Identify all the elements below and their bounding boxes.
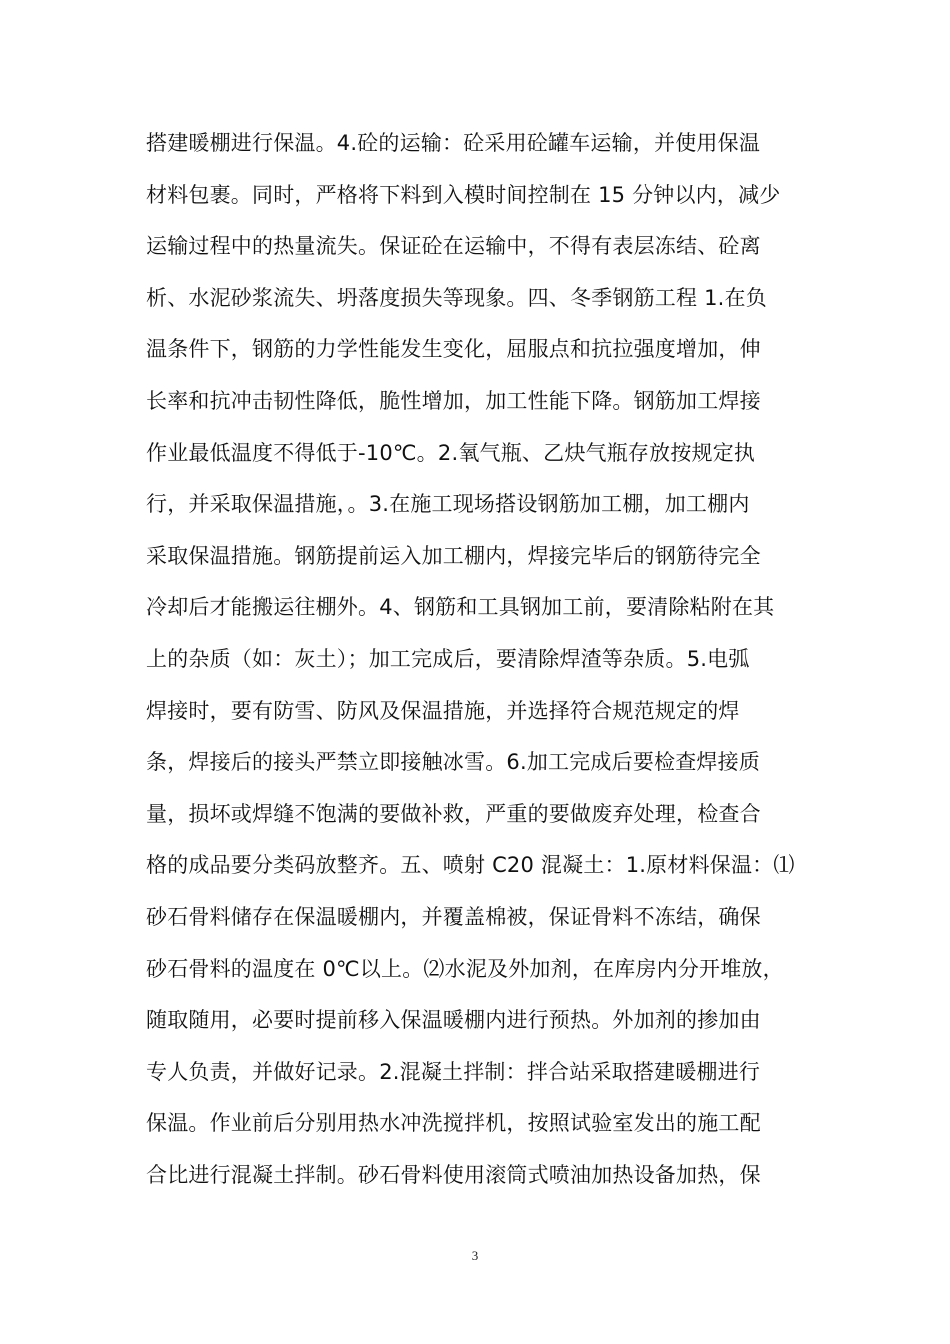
text-line: 砂石骨料的温度在 0℃以上。⑵水泥及外加剂，在库房内分开堆放，	[146, 956, 784, 981]
page-number: 3	[471, 1248, 479, 1263]
body-text	[146, 118, 816, 1201]
text-line: 随取随用，必要时提前移入保温暖棚内进行预热。外加剂的掺加由	[146, 1008, 761, 1033]
text-line: 格的成品要分类码放整齐。五、喷射 C20 混凝土：1.原材料保温：⑴	[146, 853, 795, 878]
text-line: 析、水泥砂浆流失、坍落度损失等现象。四、冬季钢筋工程 1.在负	[146, 285, 767, 310]
text-line: 保温。作业前后分别用热水冲洗搅拌机，按照试验室发出的施工配	[146, 1111, 761, 1136]
text-line: 材料包裹。同时，严格将下料到入模时间控制在 15 分钟以内，减少	[146, 182, 781, 207]
text-line: 运输过程中的热量流失。保证砼在运输中，不得有表层冻结、砼离	[146, 234, 761, 259]
text-line: 上的杂质（如：灰土）；加工完成后，要清除焊渣等杂质。5.电弧	[146, 646, 750, 671]
text-line: 条，焊接后的接头严禁立即接触冰雪。6.加工完成后要检查焊接质	[146, 750, 761, 775]
text-line: 作业最低温度不得低于-10℃。2.氧气瓶、乙炔气瓶存放按规定执	[146, 440, 756, 465]
text-line: 焊接时，要有防雪、防风及保温措施，并选择符合规范规定的焊	[146, 698, 740, 723]
text-line: 搭建暖棚进行保温。4.砼的运输：砼采用砼罐车运输，并使用保温	[146, 131, 761, 155]
text-line: 长率和抗冲击韧性降低，脆性增加，加工性能下降。钢筋加工焊接	[146, 388, 761, 413]
text-line: 冷却后才能搬运往棚外。4、钢筋和工具钢加工前，要清除粘附在其	[146, 595, 775, 620]
text-line: 行，并采取保温措施，。3.在施工现场搭设钢筋加工棚，加工棚内	[146, 492, 750, 517]
text-line: 量，损坏或焊缝不饱满的要做补救，严重的要做废弃处理，检查合	[146, 801, 761, 826]
text-line: 砂石骨料储存在保温暖棚内，并覆盖棉被，保证骨料不冻结，确保	[146, 904, 761, 929]
text-line: 专人负责，并做好记录。2.混凝土拌制：拌合站采取搭建暖棚进行	[146, 1059, 761, 1084]
text-line: 采取保温措施。钢筋提前运入加工棚内，焊接完毕后的钢筋待完全	[146, 543, 761, 568]
text-line: 温条件下，钢筋的力学性能发生变化，屈服点和抗拉强度增加，伸	[146, 337, 761, 362]
text-line: 合比进行混凝土拌制。砂石骨料使用滚筒式喷油加热设备加热，保	[146, 1162, 761, 1187]
